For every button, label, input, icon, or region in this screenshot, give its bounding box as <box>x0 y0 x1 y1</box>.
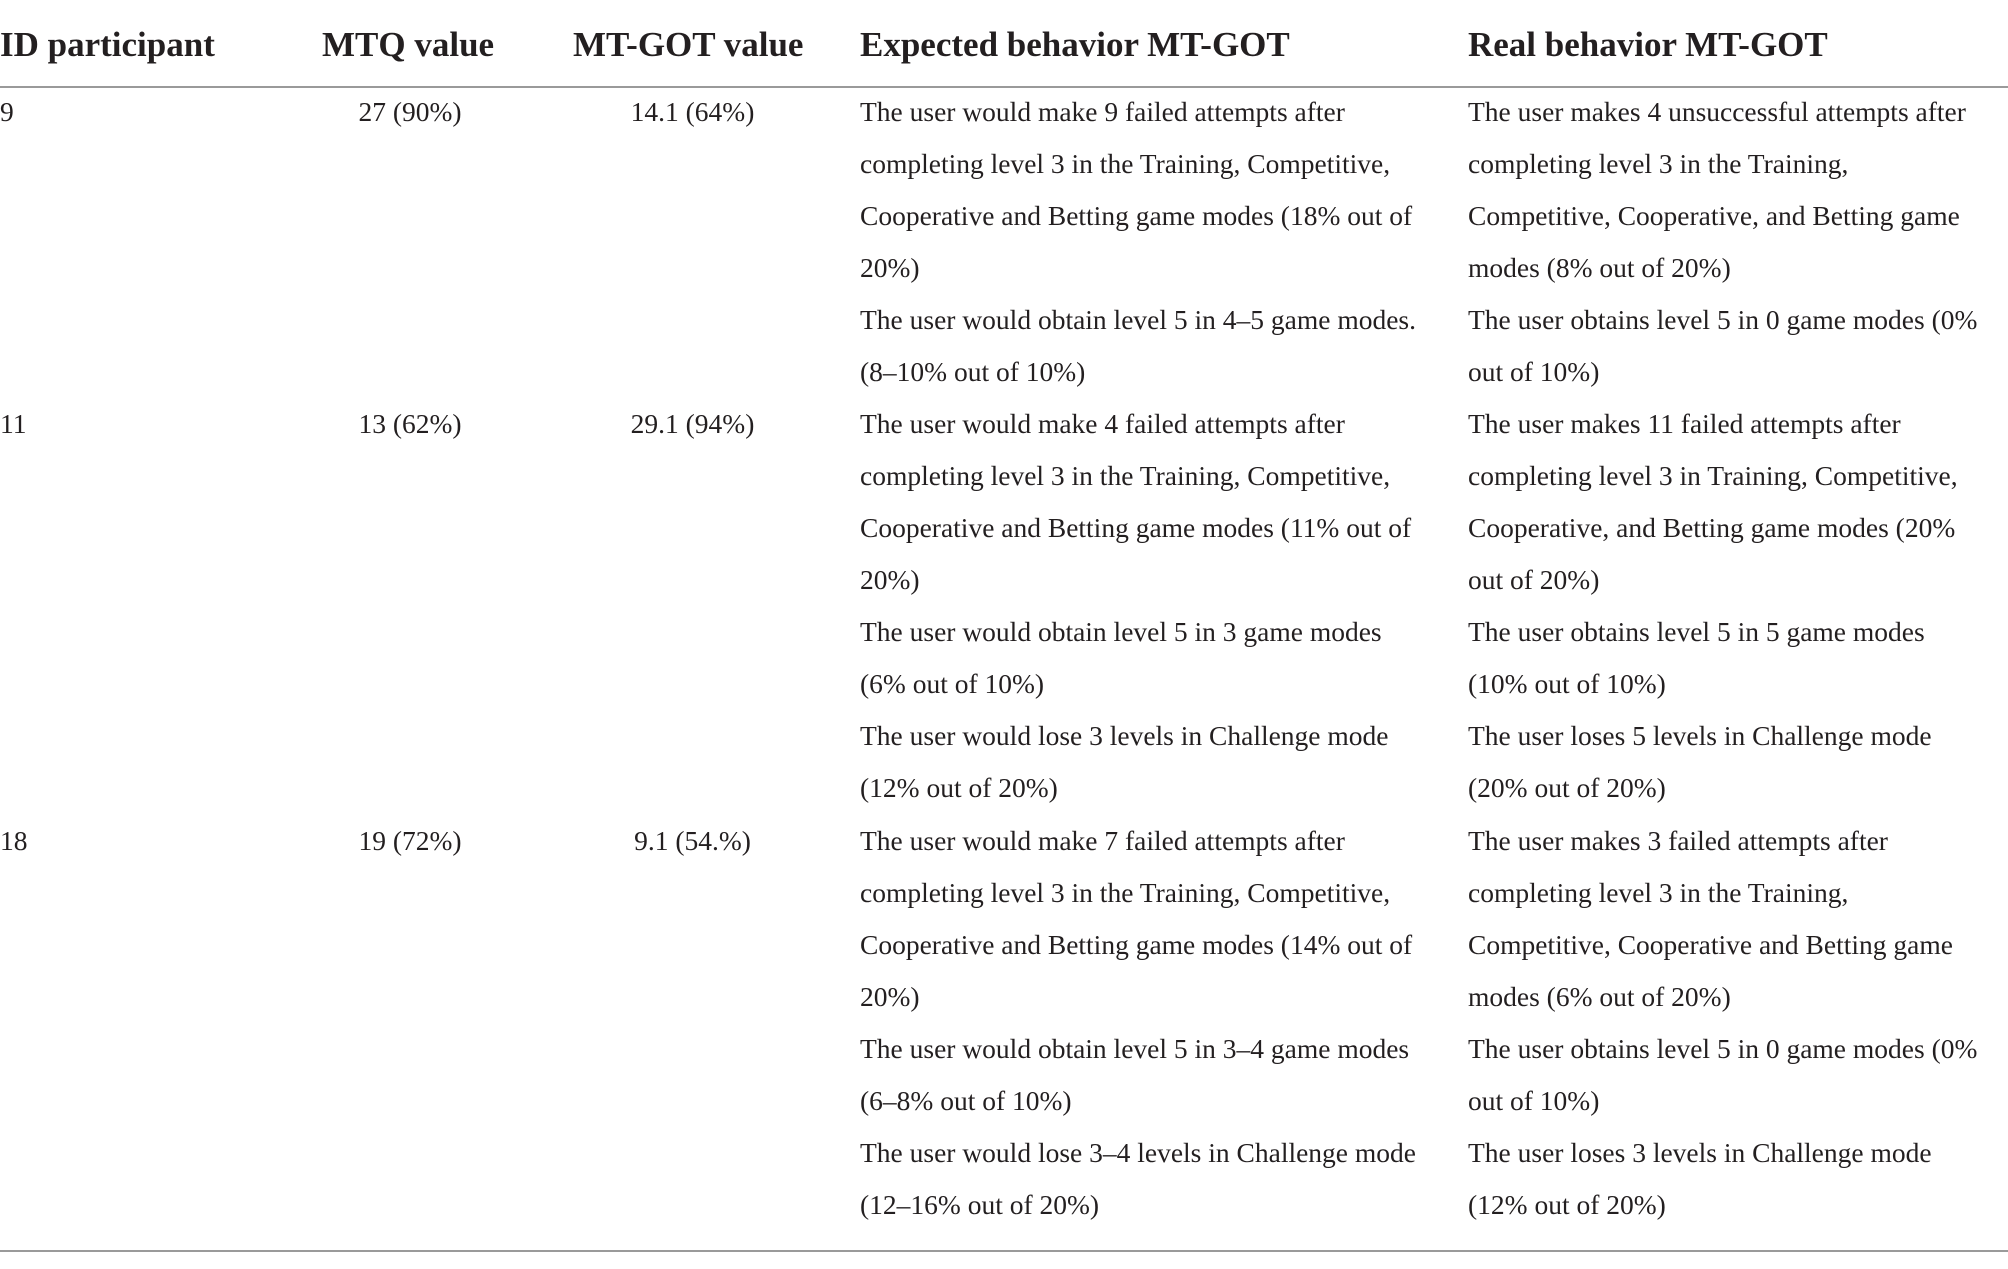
header-mtq-value: MTQ value <box>322 25 495 64</box>
cell-expected-line: (12–16% out of 20%) <box>860 1189 1100 1220</box>
cell-mtq-value: 19 (72%) <box>358 825 462 856</box>
cell-mtgot-value: 29.1 (94%) <box>630 408 755 439</box>
cell-real-line: The user obtains level 5 in 0 game modes (0% <box>1468 304 1978 335</box>
cell-id-participant: 9 <box>0 96 14 127</box>
cell-real-line: The user loses 5 levels in Challenge mode <box>1468 720 1932 751</box>
cell-expected-line: (6–8% out of 10%) <box>860 1085 1072 1116</box>
cell-real-line: The user obtains level 5 in 0 game modes (0% <box>1468 1033 1978 1064</box>
cell-expected-line: The user would make 4 failed attempts after <box>860 408 1345 439</box>
cell-mtq-value: 13 (62%) <box>358 408 462 439</box>
cell-real-line: out of 20%) <box>1468 564 1600 595</box>
cell-real-line: Cooperative, and Betting game modes (20% <box>1468 512 1956 543</box>
cell-mtq-value: 27 (90%) <box>358 96 462 127</box>
header-id-participant: ID participant <box>0 25 215 64</box>
cell-expected-line: completing level 3 in the Training, Competitive, <box>860 877 1391 908</box>
cell-real-line: The user obtains level 5 in 5 game modes <box>1468 616 1925 647</box>
cell-real-line: completing level 3 in the Training, <box>1468 148 1849 179</box>
cell-real-line: The user makes 11 failed attempts after <box>1468 408 1901 439</box>
cell-real-line: completing level 3 in Training, Competitive, <box>1468 460 1958 491</box>
cell-expected-line: Cooperative and Betting game modes (11% out of <box>860 512 1412 543</box>
cell-real-line: modes (8% out of 20%) <box>1468 252 1731 283</box>
cell-expected-line: The user would obtain level 5 in 3–4 game modes <box>860 1033 1410 1064</box>
cell-expected-line: The user would make 9 failed attempts after <box>860 96 1345 127</box>
cell-real-line: (20% out of 20%) <box>1468 772 1666 803</box>
bottom-rule <box>0 1250 2008 1252</box>
cell-real-line: out of 10%) <box>1468 1085 1600 1116</box>
cell-real-line: The user makes 4 unsuccessful attempts after <box>1468 96 1966 127</box>
cell-real-line: (10% out of 10%) <box>1468 668 1666 699</box>
cell-real-line: (12% out of 20%) <box>1468 1189 1666 1220</box>
cell-expected-line: 20%) <box>860 564 920 595</box>
cell-real-line: out of 10%) <box>1468 356 1600 387</box>
cell-expected-line: (6% out of 10%) <box>860 668 1045 699</box>
cell-expected-line: The user would lose 3 levels in Challenge mode <box>860 720 1389 751</box>
header-mtgot-value: MT-GOT value <box>573 25 804 64</box>
cell-real-line: Competitive, Cooperative and Betting game <box>1468 929 1953 960</box>
cell-expected-line: Cooperative and Betting game modes (14% out of <box>860 929 1413 960</box>
cell-real-line: The user makes 3 failed attempts after <box>1468 825 1888 856</box>
header-expected-behavior: Expected behavior MT-GOT <box>860 25 1290 64</box>
cell-real-line: Competitive, Cooperative, and Betting game <box>1468 200 1960 231</box>
cell-id-participant: 18 <box>0 825 28 856</box>
cell-expected-line: The user would obtain level 5 in 4–5 game modes. <box>860 304 1416 335</box>
cell-expected-line: Cooperative and Betting game modes (18% out of <box>860 200 1413 231</box>
cell-id-participant: 11 <box>0 408 27 439</box>
cell-expected-line: completing level 3 in the Training, Competitive, <box>860 148 1391 179</box>
cell-real-line: modes (6% out of 20%) <box>1468 981 1731 1012</box>
cell-expected-line: 20%) <box>860 981 920 1012</box>
cell-expected-line: 20%) <box>860 252 920 283</box>
cell-mtgot-value: 9.1 (54.%) <box>634 825 751 856</box>
cell-expected-line: The user would obtain level 5 in 3 game modes <box>860 616 1382 647</box>
cell-expected-line: (12% out of 20%) <box>860 772 1058 803</box>
header-real-behavior: Real behavior MT-GOT <box>1468 25 1828 64</box>
cell-real-line: The user loses 3 levels in Challenge mode <box>1468 1137 1932 1168</box>
cell-mtgot-value: 14.1 (64%) <box>630 96 755 127</box>
cell-real-line: completing level 3 in the Training, <box>1468 877 1849 908</box>
cell-expected-line: (8–10% out of 10%) <box>860 356 1086 387</box>
cell-expected-line: completing level 3 in the Training, Competitive, <box>860 460 1391 491</box>
cell-expected-line: The user would lose 3–4 levels in Challenge mode <box>860 1137 1416 1168</box>
cell-expected-line: The user would make 7 failed attempts after <box>860 825 1345 856</box>
